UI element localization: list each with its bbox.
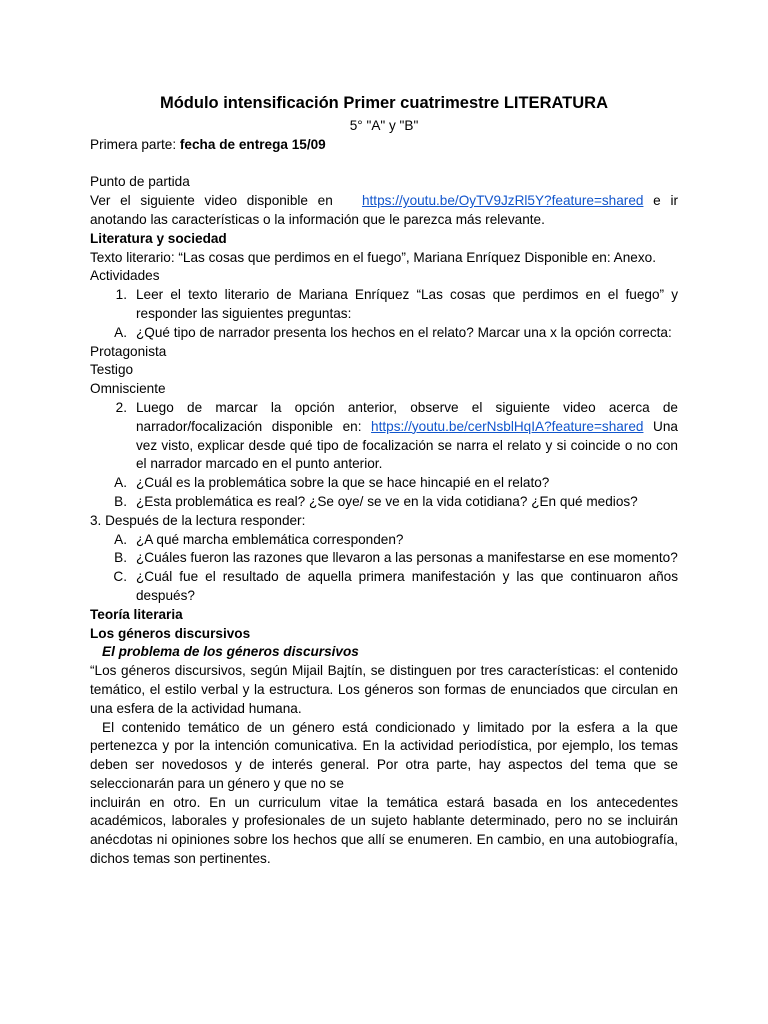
list-item: [90, 474, 678, 493]
list-text: ¿Cuáles fueron las razones que llevaron a las personas a manifestarse en ese momento?: [136, 550, 678, 566]
list-item: [90, 399, 678, 474]
list-item: [90, 568, 678, 606]
list-text: ¿Esta problemática es real? ¿Se oye/ se ve en la vida cotidiana? ¿En qué medios?: [136, 493, 638, 509]
item2-pre-text: Luego de marcar la opción anterior, observe el siguiente video acerca de narrador/focalización disponible en:: [136, 399, 678, 434]
list-item: [90, 531, 678, 550]
start-heading: Punto de partida: [90, 174, 190, 190]
list-item: [90, 286, 678, 324]
list-marker: C.: [113, 569, 127, 585]
lit-text: Texto literario: “Las cosas que perdimos en el fuego”, Mariana Enríquez Disponible en: Anexo.: [90, 249, 656, 265]
list-marker: A.: [114, 475, 127, 491]
list-item: [90, 324, 678, 343]
list-text: ¿Cuál fue el resultado de aquella primera manifestación y las que continuaron años después?: [136, 569, 678, 603]
deadline-text: fecha de entrega 15/09: [179, 136, 326, 152]
activities-heading: Actividades: [90, 268, 160, 284]
start-pre-text: Ver el siguiente video disponible en: [90, 193, 343, 209]
start-post-text: e ir anotando las características o la información que le parezca más relevante.: [90, 193, 678, 227]
document-title: Módulo intensificación Primer cuatrimestre LITERATURA: [159, 94, 608, 112]
item2-post-text: Una vez visto, explicar desde qué tipo de focalización se narra el relato y si coincide o no con el narrador marcado en el punto anterior.: [136, 418, 678, 472]
option-testigo: Testigo: [90, 362, 134, 378]
video-link-1[interactable]: https://youtu.be/OyTV9JzRl5Y?feature=shared: [361, 193, 644, 209]
theory-paragraph-2: El contenido temático de un género está condicionado y limitado por la esfera a la que pertenezca y por la intención comunicativa. En la actividad periodística, por ejemplo, los temas deben ser novedosos y de interés general. Por otra parte, hay aspectos del tema que se seleccionarán para un género y que no se: [90, 719, 678, 791]
document-subtitle: 5° "A" y "B": [349, 118, 419, 133]
list-text: ¿Qué tipo de narrador presenta los hechos en el relato? Marcar una x la opción correcta:: [136, 324, 672, 340]
list-marker: A.: [114, 531, 127, 547]
list-item: [90, 549, 678, 568]
theory-subtitle: El problema de los géneros discursivos: [102, 644, 359, 660]
option-omnisciente: Omnisciente: [90, 381, 166, 397]
start-paragraph: [90, 192, 678, 230]
list-marker: 2.: [115, 399, 127, 415]
theory-subheading: Los géneros discursivos: [90, 625, 251, 641]
list-marker: B.: [114, 550, 127, 566]
video-link-2[interactable]: https://youtu.be/cerNsblHqIA?feature=shared: [371, 418, 644, 434]
list-marker: B.: [114, 493, 127, 509]
list-text: [136, 399, 678, 474]
list-text: ¿A qué marcha emblemática corresponden?: [136, 531, 404, 547]
document-page: [90, 92, 678, 869]
list-item: [90, 493, 678, 512]
part-line: [90, 136, 678, 155]
option-protagonista: Protagonista: [90, 343, 167, 359]
theory-paragraph-3: incluirán en otro. En un curriculum vitae la temática estará basada en los antecedentes académicos, laborales y profesionales de un sujeto hablante determinado, pero no se incluirán anécdotas ni opiniones sobre los hechos que allí se enumeren. En cambio, en una autobiografía, dichos temas son pertinentes.: [90, 794, 678, 867]
list-marker: 1.: [115, 287, 127, 303]
list-text: Leer el texto literario de Mariana Enríquez “Las cosas que perdimos en el fuego” y responder las siguientes preguntas:: [136, 287, 678, 321]
list-text: ¿Cuál es la problemática sobre la que se hace hincapié en el relato?: [136, 475, 550, 491]
list-marker: A.: [114, 324, 127, 340]
theory-paragraph-1: “Los géneros discursivos, según Mijail Bajtín, se distinguen por tres características: el contenido temático, el estilo verbal y la estructura. Los géneros son formas de enunciados que circulan en una esfera de la actividad humana.: [90, 663, 678, 716]
item3-heading: 3. Después de la lectura responder:: [90, 512, 306, 528]
part-label: Primera parte:: [90, 136, 180, 152]
lit-heading: Literatura y sociedad: [90, 230, 227, 246]
theory-heading: Teoría literaria: [90, 606, 183, 622]
